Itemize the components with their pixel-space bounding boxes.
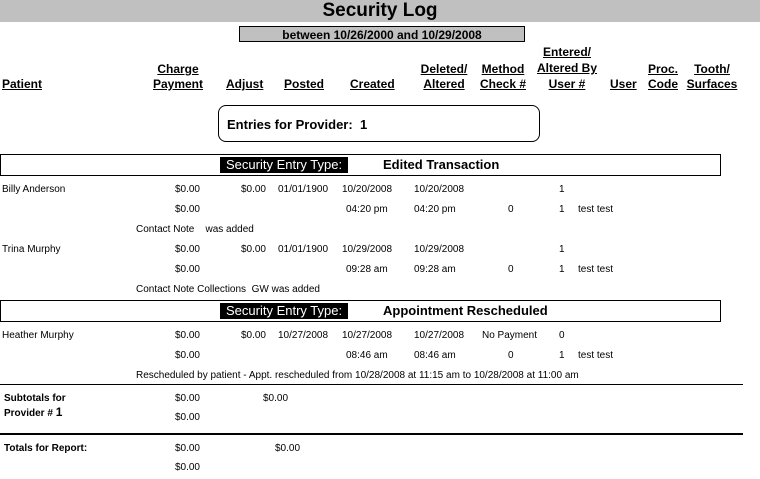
header-user-num: User # xyxy=(548,77,586,91)
user-name: test test xyxy=(578,204,614,215)
header-charge: Charge xyxy=(157,62,199,76)
totals-payment: $0.00 xyxy=(174,462,200,473)
totals-charge: $0.00 xyxy=(174,443,200,454)
entry-type-banner xyxy=(0,300,721,322)
entry-note: Contact Note Collections GW was added xyxy=(136,284,320,295)
payment-value: $0.00 xyxy=(174,350,200,361)
posted-date: 01/01/1900 xyxy=(278,244,329,255)
header-proc: Proc. xyxy=(647,62,678,76)
header-check-num: Check # xyxy=(479,77,527,91)
totals-divider xyxy=(0,433,743,435)
date-range: between 10/26/2000 and 10/29/2008 xyxy=(239,26,525,42)
charge-value: $0.00 xyxy=(174,184,200,195)
header-entered: Entered/ xyxy=(542,45,591,59)
created-time: 09:28 am xyxy=(346,264,388,275)
subtotal-charge: $0.00 xyxy=(174,393,200,404)
entry-type-value: Appointment Rescheduled xyxy=(383,303,548,318)
adjust-value: $0.00 xyxy=(240,244,266,255)
user-num: 1 xyxy=(559,350,565,361)
check-num: 0 xyxy=(508,350,514,361)
entry-note: Rescheduled by patient - Appt. rescheduled from 10/28/2008 at 11:15 am to 10/28/2008 at 11:00 am xyxy=(136,370,579,381)
subtotal-divider xyxy=(0,384,743,385)
user-num: 1 xyxy=(559,204,565,215)
adjust-value: $0.00 xyxy=(240,184,266,195)
subtotal-adjust: $0.00 xyxy=(263,393,289,404)
header-method: Method xyxy=(481,62,525,76)
deleted-time: 04:20 pm xyxy=(414,204,456,215)
user-name: test test xyxy=(578,350,614,361)
entry-type-value: Edited Transaction xyxy=(383,157,500,172)
charge-value: $0.00 xyxy=(174,244,200,255)
created-date: 10/27/2008 xyxy=(342,330,393,341)
created-time: 04:20 pm xyxy=(346,204,388,215)
created-date: 10/20/2008 xyxy=(342,184,393,195)
method-value: No Payment xyxy=(482,330,538,341)
header-payment: Payment xyxy=(152,77,204,91)
entered-value: 1 xyxy=(559,184,565,195)
subtotal-provider-number: 1 xyxy=(55,405,63,419)
totals-adjust: $0.00 xyxy=(275,443,301,454)
payment-value: $0.00 xyxy=(174,264,200,275)
payment-value: $0.00 xyxy=(174,204,200,215)
header-altered: Altered xyxy=(423,77,465,91)
entry-type-label: Security Entry Type: xyxy=(220,157,348,173)
totals-label: Totals for Report: xyxy=(4,443,88,454)
patient-name: Heather Murphy xyxy=(2,330,74,341)
user-num: 1 xyxy=(559,264,565,275)
header-altered-by: Altered By xyxy=(536,61,598,75)
header-code: Code xyxy=(648,77,678,91)
adjust-value: $0.00 xyxy=(240,330,266,341)
entered-value: 0 xyxy=(559,330,565,341)
check-num: 0 xyxy=(508,204,514,215)
patient-name: Billy Anderson xyxy=(2,184,66,195)
deleted-date: 10/27/2008 xyxy=(414,330,465,341)
posted-date: 10/27/2008 xyxy=(278,330,329,341)
provider-label: Entries for Provider: 1 xyxy=(227,117,368,132)
header-created: Created xyxy=(350,77,395,91)
created-time: 08:46 am xyxy=(346,350,388,361)
entry-note: Contact Note was added xyxy=(136,224,254,235)
subtotal-payment: $0.00 xyxy=(174,412,200,423)
subtotal-provider-label: Provider # 1 xyxy=(4,405,63,419)
deleted-date: 10/20/2008 xyxy=(414,184,465,195)
header-adjust: Adjust xyxy=(226,77,264,91)
header-deleted: Deleted/ xyxy=(420,62,468,76)
header-patient: Patient xyxy=(2,77,43,91)
provider-number: 1 xyxy=(359,117,368,132)
deleted-time: 09:28 am xyxy=(414,264,456,275)
user-name: test test xyxy=(578,264,614,275)
created-date: 10/29/2008 xyxy=(342,244,393,255)
deleted-time: 08:46 am xyxy=(414,350,456,361)
provider-box xyxy=(218,105,540,142)
header-surfaces: Surfaces xyxy=(686,77,738,91)
header-posted: Posted xyxy=(284,77,325,91)
deleted-date: 10/29/2008 xyxy=(414,244,465,255)
report-title: Security Log xyxy=(0,0,760,22)
entered-value: 1 xyxy=(559,244,565,255)
charge-value: $0.00 xyxy=(174,330,200,341)
entry-type-banner xyxy=(0,154,721,176)
header-tooth: Tooth/ xyxy=(694,62,730,76)
subtotal-label: Subtotals for xyxy=(4,393,66,404)
header-user: User xyxy=(610,77,637,91)
check-num: 0 xyxy=(508,264,514,275)
patient-name: Trina Murphy xyxy=(2,244,61,255)
entry-type-label: Security Entry Type: xyxy=(220,303,348,319)
posted-date: 01/01/1900 xyxy=(278,184,329,195)
